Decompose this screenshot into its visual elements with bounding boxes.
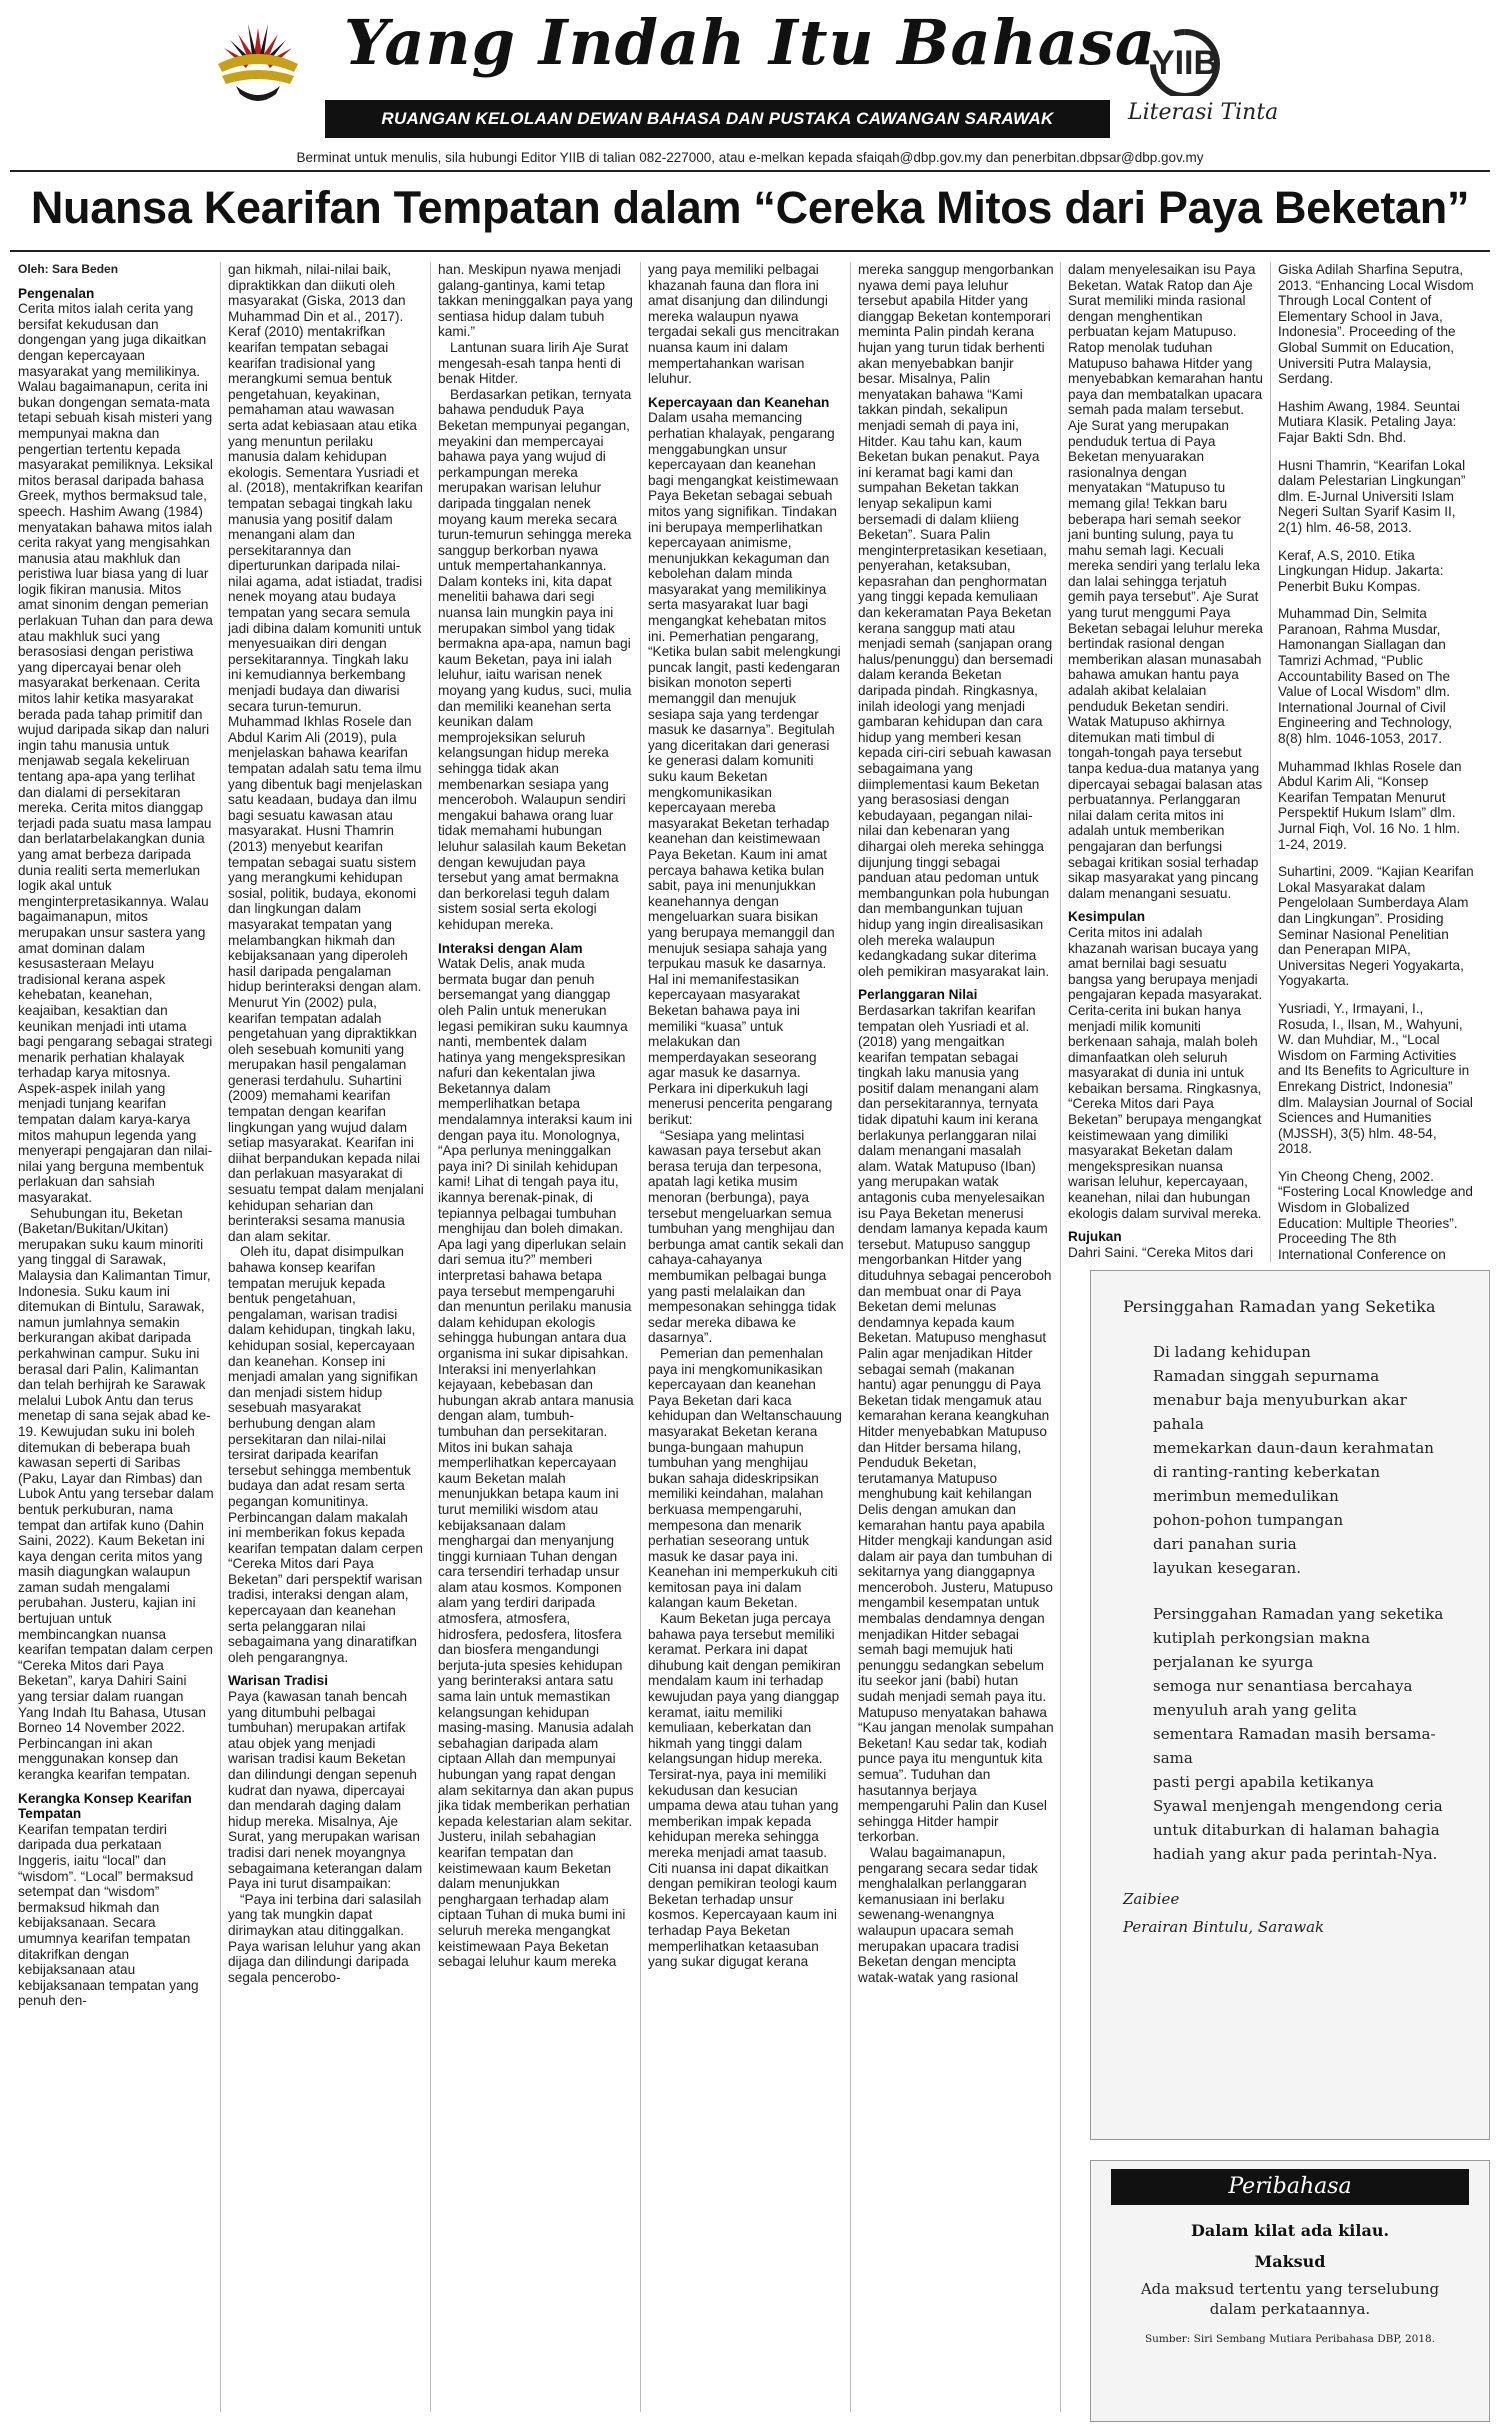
- poem-line: merimbun memedulikan: [1153, 1487, 1339, 1505]
- poem-line: semoga nur senantiasa bercahaya: [1153, 1677, 1413, 1695]
- poem-place: Perairan Bintulu, Sarawak: [1123, 1918, 1325, 1936]
- section-heading: Warisan Tradisi: [228, 1673, 328, 1689]
- yiib-tagline: Literasi Tinta: [1128, 100, 1279, 125]
- poem-title: Persinggahan Ramadan yang Seketika: [1123, 1297, 1436, 1316]
- article-paragraph: Berdasarkan takrifan kearifan tempatan oleh Yusriadi et al. (2018) yang mengaitkan kearifan tempatan sebagai tingkah laku manusia yang positif dalam menangani alam dan persekitarannya, ternyata tidak dipatuhi kaum ini kerana berlakunya perlanggaran nilai dalam menangani masalah alam. Watak Matupuso (Iban) yang merupakan watak antagonis cuba menyelesaikan isu Paya Beketan menerusi dendam lamanya kepada kaum tersebut. Matupuso sanggup mengorbankan Hitder yang dituduhnya sebagai penceroboh dan membuat onar di Paya Beketan demi melunas dendamnya kepada kaum Beketan. Matupuso menghasut Palin agar menjadikan Hitder sebagai semah (makanan hantu) agar penunggu di Paya Beketan tidak mengamuk atau kemarahan kerana keangkuhan Hitder menyebabkan Matupuso dan Hitder bersama hilang, Penduduk Beketan, terutamanya Matupuso menghubung kait kehilangan Delis dengan amukan dan kemarahan hantu paya apabila Hitder mengkaji kandungan asid dalam air paya dan tumbuhan di sekitarnya yang dianggapnya menceroboh. Justeru, Matupuso mengambil kesempatan untuk membalas dendamnya dengan menjadikan Hitder sebagai semah bagi memujuk hati penunggu sedangkan sebelum itu seekor jani (babi) hutan sudah menjadi semah paya itu. Matupuso menyatakan bahawa “Kau jangan menolak sumpahan Beketan! Kau sedar tak, kodiah punce paya itu menguntuk kita semua”. Tuduhan dan hasutannya berjaya mempengaruhi Palin dan Kusel sehingga Hitder hampir terkorban.: [858, 1002, 1054, 1845]
- column-divider: [1060, 262, 1061, 2412]
- poem-line: untuk ditaburkan di halaman bahagia: [1153, 1821, 1440, 1839]
- yiib-logo-text: YIIB: [1151, 44, 1219, 82]
- section-heading: Kerangka Konsep Kearifan Tempatan: [18, 1790, 192, 1822]
- poem-line: Persinggahan Ramadan yang seketika: [1153, 1605, 1444, 1623]
- article-column-5: [858, 262, 1054, 2422]
- yiib-logo-icon: [1125, 26, 1245, 96]
- masthead-subtitle-bar: RUANGAN KELOLAAN DEWAN BAHASA DAN PUSTAKA CAWANGAN SARAWAK: [325, 100, 1110, 138]
- header-rule: [10, 170, 1490, 172]
- article-column-3: [438, 262, 634, 2422]
- article-headline: Nuansa Kearifan Tempatan dalam “Cereka Mitos dari Paya Beketan”: [30, 182, 1470, 233]
- peribahasa-saying: Dalam kilat ada kilau.: [1190, 2221, 1390, 2240]
- article-paragraph: han. Meskipun nyawa menjadi galang-gantinya, kami tetap takkan meninggalkan paya yang sentiasa hidup dalam tubuh kami.”: [438, 262, 633, 340]
- poem-line: dari panahan suria: [1153, 1535, 1297, 1553]
- poem-author: Zaibiee: [1123, 1890, 1180, 1908]
- poem-line: sementara Ramadan masih bersama-sama: [1153, 1725, 1436, 1767]
- article-paragraph: Cerita mitos ialah cerita yang bersifat kekudusan dan dongengan yang juga dikaitkan dengan kepercayaan masyarakat yang memilikinya. Walau bagaimanapun, cerita ini bukan dongengan semata-mata tetapi sebuah kisah misteri yang mempunyai makna dan pengertian tertentu kepada masyarakat pemiliknya. Leksikal mitos berasal daripada bahasa Greek, mythos bermaksud tale, speech. Hashim Awang (1984) menyatakan bahawa mitos ialah cerita rakyat yang mengisahkan manusia atau makhluk dan peristiwa luar biasa yang di luar logik fikiran manusia. Mitos amat sinonim dengan pemerian perlakuan Tuhan dan para dewa atau makhluk suci yang berasosiasi dengan peristiwa yang dipercayai benar oleh masyarakat berkenaan. Cerita mitos lahir ketika masyarakat berada pada tahap primitif dan wujud daripada sikap dan naluri ingin tahu manusia untuk menjawab segala kekeliruan tentang apa-apa yang terlihat dan dialami di persekitaran mereka. Cerita mitos dianggap terjadi pada suatu masa lampau dan berlatarbelakangkan dunia yang amat berbeza daripada dunia realiti serta memerlukan logik akal untuk menginterpretasikannya. Walau bagaimanapun, mitos merupakan unsur sastera yang amat dominan dalam kesusasteraan Melayu tradisional kerana aspek kehebatan, keanehan, keajaiban, kesaktian dan keunikan menjadi inti utama bagi pengarang sebagai strategi menarik perhatian khalayak terhadap karya mitosnya. Aspek-aspek inilah yang menjadi tunjang kearifan tempatan dalam karya-karya mitos mahupun legenda yang menyerapi pengajaran dan nilai-nilai yang berguna membentuk perlakuan dan sahsiah masyarakat.: [18, 301, 213, 1206]
- headline-rule: [10, 250, 1490, 252]
- reference-entry: Muhammad Din, Selmita Paranoan, Rahma Musdar, Hamonangan Siallagan dan Tamrizi Achmad, “Public Accountability Based on The Value of Local Wisdom” dlm. International Journal of Civil Engineering and Technology, 8(8) hlm. 1046-1053, 2017.: [1278, 606, 1453, 747]
- article-column-4: [648, 262, 844, 2422]
- dbp-emblem-icon: [208, 14, 308, 114]
- poem-line: perjalanan ke syurga: [1153, 1653, 1314, 1671]
- poem-line: Ramadan singgah sepurnama: [1153, 1367, 1380, 1385]
- poem-stanza-2: [1123, 1602, 1457, 1866]
- poem-line: menyuluh arah yang gelita: [1153, 1701, 1357, 1719]
- poem-line: kutiplah perkongsian makna: [1153, 1629, 1371, 1647]
- masthead-title: Yang Indah Itu Bahasa: [343, 6, 1157, 79]
- article-paragraph: Watak Delis, anak muda bermata bugar dan penuh bersemangat yang dianggap oleh Palin untuk menerukan legasi pemikiran suku kaumnya nanti, membentek dalam hatinya yang mengekspresikan nafuri dan kekentalan jiwa Beketannya dalam memperlihatkan betapa mendalamnya interaksi kaum ini dengan paya itu. Monolognya, “Apa perlunya meninggalkan paya ini? Di sinilah kehidupan kami! Lihat di tengah paya itu, ikannya berenak-pinak, di tepiannya pelbagai tumbuhan menghijau dan boleh dimakan. Apa lagi yang diperlukan selain dari semua itu?” memberi interpretasi bahawa betapa paya tersebut mempengaruhi dan menuntun perilaku manusia dalam kehidupan ekologis sehingga hubungan antara dua organisma ini sukar dipisahkan. Interaksi ini menyerlahkan kejayaan, kebebasan dan hubungan akrab antara manusia dengan alam, tumbuh-tumbuhan dan persekitaran. Mitos ini bukan sahaja memperlihatkan kepercayaan kaum Beketan malah menunjukkan betapa kaum ini turut memiliki wisdom atau kebijaksanaan dalam menghargai dan menyanjung tinggi kurniaan Tuhan dengan cara tersendiri terhadap unsur alam atau kosmos. Komponen alam yang terdiri daripada atmosfera, atmosfera, hidrosfera, pedosfera, litosfera dan biosfera mengandungi berjuta-juta spesies kehidupan yang berinteraksi antara satu sama lain untuk memastikan kelangsungan kehidupan masing-masing. Manusia adalah sebahagian daripada alam ciptaan Allah dan mempunyai hubungan yang rapat dengan alam sekitarnya dan akan pupus jika tidak memberikan perhatian kepada kelestarian alam sekitar. Justeru, inilah sebahagian kearifan tempatan dan keistimewaan kaum Beketan dalam menunjukkan penghargaan terhadap alam ciptaan Tuhan di muka bumi ini seluruh mereka mengangkat keistimewaan Paya Beketan sebagai leluhur kaum mereka: [438, 956, 634, 1970]
- article-paragraph: mereka sanggup mengorbankan nyawa demi paya leluhur tersebut apabila Hitder yang dianggap Beketan kontemporari meminta Palin pindah kerana hujan yang turun tidak berhenti akan menyebabkan banjir besar. Misalnya, Palin menyatakan bahawa “Kami takkan pindah, sekalipun menjadi semah di paya ini, Hitder. Kau tahu kan, kaum Beketan bukan penakut. Paya ini keramat bagi kami dan sumpahan Beketan takkan lenyap sekalipun kami bersemadi di dalam kliieng Beketan”. Suara Palin menginterpretasikan kesetiaan, penyerahan, ketaksuban, kepasrahan dan penghormatan yang tinggi kepada kemuliaan dan kekeramatan Paya Beketan kerana sanggup mati atau menjadi semah (sanjapan orang halus/penunggu) dan bersemadi dalam keranda Beketan daripada pindah. Ringkasnya, inilah ideologi yang menjadi gambaran kehidupan dan cara hidup yang memberi kesan kepada ciri-ciri sebuah kawasan sebagaimana yang diimplementasi kaum Beketan yang berasosiasi dengan kebudayaan, pegangan nilai-nilai dan kebenaran yang dihargai oleh mereka sehingga dijunjung tinggi sebagai panduan atau pedoman untuk membangunkan pola hubungan dan membangunkan tujuan hidup yang ingin direalisasikan oleh mereka walaupun kedangkadang sukar diterima oleh pemikiran masyarakat lain.: [858, 262, 1054, 979]
- poem-line: menabur baja menyuburkan akar pahala: [1153, 1391, 1407, 1433]
- section-heading: Kepercayaan dan Keanehan: [648, 394, 830, 410]
- article-paragraph: gan hikmah, nilai-nilai baik, dipraktikkan dan diikuti oleh masyarakat (Giska, 2013 dan Muhammad Din et al., 2017). Keraf (2010) mentakrifkan kearifan tempatan sebagai kearifan tradisional yang merangkumi semua bentuk pengetahuan, keyakinan, pemahaman atau wawasan serta adat kebiasaan atau etika yang menuntun perilaku manusia dalam kehidupan ekologis. Sementara Yusriadi et al. (2018), mentakrifkan kearifan tempatan sebagai tingkah laku manusia yang positif dalam menangani alam dan persekitarannya dan diperturunkan daripada nilai-nilai agama, adat istiadat, tradisi nenek moyang atau budaya tempatan yang secara semula jadi dibina dalam komuniti untuk menyesuaikan diri dengan persekitarannya. Tingkah laku ini kemudiannya berkembang menjadi budaya dan diwarisi secara turun-temurun. Muhammad Ikhlas Rosele dan Abdul Karim Ali (2019), pula menjelaskan bahawa kearifan tempatan adalah satu tema ilmu yang dibentuk bagi menjelaskan satu keadaan, budaya dan ilmu bagi sesuatu kawasan atau masyarakat. Husni Thamrin (2013) menyebut kearifan tempatan sebagai suatu sistem yang merangkumi kehidupan sosial, politik, budaya, ekonomi dan lingkungan dalam masyarakat tempatan yang melambangkan hikmah dan kebijaksanaan yang diperoleh hasil daripada pengalaman hidup berinteraksi dengan alam. Menurut Yin (2002) pula, kearifan tempatan adalah pengetahuan yang dipraktikkan oleh sesebuah komuniti yang merupakan hasil pengalaman generasi terdahulu. Suhartini (2009) memahami kearifan tempatan dengan kearifan lingkungan yang wujud dalam setiap masyarakat. Kearifan ini diihat berpandukan kepada nilai dan perlakuan masyarakat di sesuatu tempat dalam menjalani kehidupan seharian dan berinteraksi sesama manusia dan alam sekitar.: [228, 262, 424, 1244]
- section-heading: Rujukan: [1068, 1229, 1122, 1245]
- column-divider: [220, 262, 221, 2412]
- reference-entry: Muhammad Ikhlas Rosele dan Abdul Karim Ali, “Konsep Kearifan Tempatan Menurut Perspektif Hukum Islam” dlm. Jurnal Fiqh, Vol. 16 No. 1 hlm. 1-24, 2019.: [1278, 758, 1462, 852]
- reference-entry: Keraf, A.S, 2010. Etika Lingkungan Hidup. Jakarta: Penerbit Buku Kompas.: [1278, 547, 1444, 594]
- article-paragraph: Kearifan tempatan terdiri daripada dua perkataan Inggeris, iaitu “local” dan “wisdom”. “Local” bermaksud setempat dan “wisdom” bermaksud hikmah dan kebijaksanaan. Secara umumnya kearifan tempatan ditakrifkan dengan kebijaksanaan atau kebijaksanaan tempatan yang penuh den-: [18, 1821, 199, 2009]
- article-paragraph: Cerita mitos ini adalah khazanah warisan bucaya yang amat bernilai bagi sesuatu bangsa yang berupaya menjadi pengajaran kepada masyarakat. Cerita-cerita ini bukan hanya menjadi milik komuniti berkenaan sahaja, malah boleh dimanfaatkan oleh seluruh masyarakat di dunia ini untuk kebaikan bersama. Ringkasnya, “Cereka Mitos dari Paya Beketan” berupaya mengangkat keistimewaan yang dimiliki masyarakat Beketan dalam mengekspresikan nuansa warisan leluhur, kepercayaan, keanehan, nilai dan hubungan ekologis dalam survival mereka.: [1068, 924, 1263, 1221]
- reference-entry: Hashim Awang, 1984. Seuntai Mutiara Klasik. Petaling Jaya: Fajar Bakti Sdn. Bhd.: [1278, 398, 1460, 445]
- article-paragraph: “Sesiapa yang melintasi kawasan paya tersebut akan berasa teruja dan terpesona, apatah lagi ketika musim menoran (berbunga), paya tersebut mengeluarkan semua tumbuhan yang menghijau dan berbunga amat cantik sekali dan cahaya-cahayanya membumikan pelbagai bunga yang pasti melalaikan dan mempesonakan sehingga tidak sedar mereka dibawa ke dasarnya”.: [648, 1127, 844, 1346]
- article-paragraph: Paya (kawasan tanah bencah yang ditumbuhi pelbagai tumbuhan) merupakan artifak atau objek yang menjadi warisan tradisi kaum Beketan dan dilindungi dengan sepenuh kudrat dan nyawa, dipercayai dan mendarah daging dalam hidup mereka. Misalnya, Aje Surat, yang merupakan warisan tradisi dari nenek moyangnya sebagaimana keterangan dalam Paya ini turut disampaikan:: [228, 1689, 423, 1892]
- article-paragraph: Walau bagaimanapun, pengarang secara sedar tidak menghalalkan perlanggaran kemanusiaan ini berlaku sewenang-wenangnya walaupun upacara semah merupakan upacara tradisi Beketan dengan mencipta watak-watak yang rasional: [858, 1844, 1038, 1985]
- article-column-1: [18, 262, 214, 2422]
- peribahasa-heading: Peribahasa: [1111, 2169, 1469, 2205]
- reference-entry: Yusriadi, Y., Irmayani, I., Rosuda, I., Ilsan, M., Wahyuni, W. dan Muhdiar, M., “Local Wisdom on Farming Activities and Its Benefits to Agriculture in Enrekang District, Indonesia” dlm. Malaysian Journal of Social Sciences and Humanities (MJSSH), 3(5) hlm. 48-54, 2018.: [1278, 1000, 1473, 1157]
- masthead: [0, 0, 1500, 150]
- poem-line: layukan kesegaran.: [1153, 1559, 1301, 1577]
- reference-entry: Giska Adilah Sharfina Seputra, 2013. “Enhancing Local Wisdom Through Local Content of Elementary School in Java, Indonesia”. Proceeding of the Global Summit on Education, Universiti Putra Malaysia, Serdang.: [1278, 262, 1474, 387]
- article-byline: Oleh: Sara Beden: [18, 262, 119, 276]
- article-column-2: [228, 262, 424, 2422]
- poem-line: memekarkan daun-daun kerahmatan: [1153, 1439, 1434, 1457]
- section-heading: Perlanggaran Nilai: [858, 987, 978, 1003]
- article-paragraph: Oleh itu, dapat disimpulkan bahawa konsep kearifan tempatan merujuk kepada bentuk pengetahuan, pengalaman, warisan tradisi dalam kehidupan, tingkah laku, kehidupan sosial, kepercayaan dan keanehan. Konsep ini menjadi amalan yang signifikan dan menjadi sistem hidup sesebuah masyarakat berhubung dengan alam persekitaran dan nilai-nilai tersirat daripada kearifan tersebut sehingga membentuk budaya dan adat resam serta pegangan komunitinya. Perbincangan dalam makalah ini memberikan fokus kepada kearifan tempatan dalam cerpen “Cereka Mitos dari Paya Beketan” dari perspektif warisan tradisi, interaksi dengan alam, kepercayaan dan keanehan serta pelanggaran nilai sebagaimana yang dinaratifkan oleh pengarangnya.: [228, 1244, 423, 1665]
- article-paragraph: Dalam usaha memancing perhatian khalayak, pengarang menggabungkan unsur kepercayaan dan keanehan bagi mengangkat keistimewaan Paya Beketan sebagai sebuah mitos yang signifikan. Tindakan ini berupaya memperlihatkan kepercayaan animisme, menunjukkan kekaguman dan kebolehan dalam minda masyarakat yang memilikinya serta masyarakat luar bagi mengangkat kehebatan mitos ini. Pemerhatian pengarang, “Ketika bulan sabit melengkungi puncak langit, pasti kedengaran bisikan monoton seperti memanggil dan menujuk sesiapa saja yang terdengar masuk ke dasarnya”. Begitulah yang diceritakan dari generasi ke generasi dalam komuniti suku kaum Beketan mengkomunikasikan kepercayaan mereba masyarakat Beketan terhadap keanehan dan keistimewaan Paya Beketan. Kaum ini amat percaya bahawa ketika bulan sabit, paya ini menunjukkan keanehannya dengan mengeluarkan suara bisikan yang berupaya memanggil dan menujuk sesiapa sahaja yang terpukau masuk ke dasarnya. Hal ini memanifestasikan kepercayaan masyarakat Beketan bahawa paya ini memiliki “kuasa” untuk melakukan dan memperdayakan seseorang agar masuk ke dasarnya. Perkara ini diperkukuh lagi menerusi pencerita pengarang berikut:: [648, 410, 841, 1128]
- section-heading: Kesimpulan: [1068, 909, 1146, 925]
- poem-box: [1090, 1270, 1490, 2140]
- poem-line: Syawal menjengah mengendong ceria: [1153, 1797, 1443, 1815]
- peribahasa-box: [1090, 2160, 1490, 2422]
- peribahasa-maksud-label: Maksud: [1254, 2252, 1326, 2271]
- contact-line: Berminat untuk menulis, sila hubungi Editor YIIB di talian 082-227000, atau e-melkan kepada sfaiqah@dbp.gov.my dan penerbitan.dbpsar@dbp.gov.my: [296, 150, 1204, 165]
- poem-line: di ranting-ranting keberkatan: [1153, 1463, 1381, 1481]
- column-divider: [1270, 262, 1271, 1262]
- article-paragraph: Kaum Beketan juga percaya bahawa paya tersebut memiliki keramat. Perkara ini dapat dihubung kait dengan pemikiran mendalam kaum ini terhadap kewujudan paya yang dianggap keramat, iaitu memiliki kemuliaan, keberkatan dan hikmah yang tinggi dalam kelangsungan hidup mereka. Tersirat-nya, paya ini memiliki kekudusan dan kesucian umpama dewa atau tuhan yang memberikan impak kepada kehidupan mereka sehingga mereka menjadi amat taasub. Citi nuansa ini dapat dikaitkan dengan pemikiran teologi kaum Beketan terhadap unsur kosmos. Kepercayaan kaum ini terhadap Paya Beketan memperlihatkan ketaasuban yang sukar digugat kerana: [648, 1611, 841, 1970]
- poem-line: pohon-pohon tumpangan: [1153, 1511, 1344, 1529]
- article-paragraph: dalam menyelesaikan isu Paya Beketan. Watak Ratop dan Aje Surat memiliki minda rasional dengan menghentikan perbuatan kejam Matupuso. Ratop menolak tuduhan Matupuso bahawa Hitder yang menyebabkan kemarahan hantu paya dan membatalkan upacara semah pada malam tersebut. Aje Surat yang merupakan penduduk tertua di Paya Beketan menyuarakan rasionalnya dengan menyatakan “Matupuso tu memang gila! Tekkan baru beberapa hari semah seekor jani bunting sulung, paya tu mahu semah lagi. Kecuali mereka sendiri yang terlalu leka dan lalai sehingga terjatuh gemih paya tersebut”. Aje Surat yang turut menggumi Paya Beketan sebagai leluhur mereka bertindak rasional dengan memberikan alasan munasabah bahawa amukan hantu paya adalah akibat kelalaian penduduk Beketan sendiri. Watak Matupuso akhirnya ditemukan mati timbul di tongah-tongah paya tersebut tanpa kedua-dua matanya yang dipercayai sebagai balasan atas perbuatannya. Perlanggaran nilai dalam cerita mitos ini adalah untuk memberikan pengajaran dan berfungsi sebagai kritikan sosial terhadap sikap masyarakat yang pincang dalam menangani sesuatu.: [1068, 262, 1263, 901]
- poem-stanza-1: [1123, 1340, 1457, 1580]
- peribahasa-meaning: Ada maksud tertentu yang terselubung dalam perkataannya.: [1140, 2280, 1440, 2318]
- article-paragraph: “Paya ini terbina dari salasilah yang tak mungkin dapat dirimaykan atau ditinggalkan. Paya warisan leluhur yang akan dijaga dan dilindungi daripada segala pencerobo-: [228, 1891, 422, 1985]
- article-paragraph: Pemerian dan pemenhalan paya ini mengkomunikasikan kepercayaan dan keanehan Paya Beketan dari kaca kehidupan dan Weltanschauung masyarakat Beketan kerana bunga-bungaan mahupun tumbuhan yang menghijau bukan sahaja dideskripsikan memiliki keindahan, malahan berkuasa mempengaruhi, mempesona dan menarik perhatian seseorang untuk masuk ke dasar paya ini. Keanehan ini memperkukuh citi kemitosan paya ini dalam kalangan kaum Beketan.: [648, 1345, 842, 1611]
- column-divider: [640, 262, 641, 2412]
- article-paragraph: Lantunan suara lirih Aje Surat mengesah-esah tanpa henti di benak Hitder.: [438, 339, 629, 387]
- column-divider: [850, 262, 851, 2412]
- poem-line: hadiah yang akur pada perintah-Nya.: [1153, 1845, 1438, 1863]
- reference-entry: Husni Thamrin, “Kearifan Lokal dalam Pelestarian Lingkungan” dlm. E-Jurnal Universiti Islam Negeri Sultan Syarif Kasim II, 2(1) hlm. 46-58, 2013.: [1278, 457, 1466, 535]
- article-paragraph: Berdasarkan petikan, ternyata bahawa penduduk Paya Beketan mempunyai pegangan, meyakini dan mempercayai bahawa paya yang wujud di perkampungan mereka merupakan warisan leluhur daripada tinggalan nenek moyang kaum mereka secara turun-temurun sehingga mereka sanggup berkorban nyawa untuk mempertahankannya. Dalam konteks ini, kita dapat menelitii bahawa dari segi nuansa lain mungkin paya ini merupakan simbol yang tidak bermakna apa-apa, namun bagi kaum Beketan, paya ini ialah leluhur, iaitu warisan nenek moyang yang kudus, suci, mulia dan memiliki keanehan serta keunikan dalam memprojeksikan seluruh kelangsungan hidup mereka sehingga tidak akan membenarkan sesiapa yang menceroboh. Walaupun sendiri mengakui bahawa orang luar tidak memahami hubungan leluhur salasilah kaum Beketan dengan kewujudan paya tersebut yang amat bermakna dan berkorelasi teguh dalam sistem sosial serta ekologi kehidupan mereka.: [438, 386, 632, 932]
- column-divider: [430, 262, 431, 2412]
- article-paragraph: yang paya memiliki pelbagai khazanah fauna dan flora ini amat disanjung dan dilindungi mereka walaupun nyawa tergadai sekali gus mencitrakan nuansa kaum ini dalam mempertahankan warisan leluhur.: [648, 262, 840, 387]
- poem-line: Di ladang kehidupan: [1153, 1343, 1311, 1361]
- section-heading: Interaksi dengan Alam: [438, 940, 583, 956]
- reference-entry: Suhartini, 2009. “Kajian Kearifan Lokal Masyarakat dalam Pengelolaan Sumberdaya Alam dan Lingkungan”. Prosiding Seminar Nasional Penelitian dan Penerapan MIPA, Universitas Negeri Yogyakarta, Yogyakarta.: [1278, 864, 1474, 989]
- article-column-6: [1068, 262, 1264, 1262]
- article-paragraph: Dahri Saini. “Cereka Mitos dari: [1068, 1244, 1254, 1260]
- article-column-7-references: [1278, 262, 1474, 1262]
- reference-entry: Yin Cheong Cheng, 2002. “Fostering Local Knowledge and Wisdom in Globalized Education: Multiple Theories”. Proceeding The 8th International Conference on: [1278, 1168, 1473, 1262]
- peribahasa-source: Sumber: Siri Sembang Mutiara Peribahasa DBP, 2018.: [1144, 2333, 1436, 2345]
- section-heading: Pengenalan: [18, 285, 95, 301]
- poem-line: pasti pergi apabila ketikanya: [1153, 1773, 1374, 1791]
- article-paragraph: Sehubungan itu, Beketan (Baketan/Bukitan/Ukitan) merupakan suku kaum minoriti yang tinggal di Sarawak, Malaysia dan Kalimantan Timur, Indonesia. Suku kaum ini ditemukan di Bintulu, Sarawak, namun jumlahnya semakin berkurangan akibat daripada perkahwinan campur. Suku ini berasal dari Palin, Kalimantan dan telah berhijrah ke Sarawak melalui Lubok Antu dan terus menetap di sana sejak abad ke-19. Kewujudan suku ini boleh ditemukan di beberapa buah kawasan seperti di Saribas (Paku, Layar dan Rimbas) dan Lubok Antu yang tersebar dalam bentuk perkuburan, nama tempat dan artifak kuno (Dahin Saini, 2022). Kaum Beketan ini kaya dengan cerita mitos yang masih diagungkan walaupun zaman sudah mengalami perubahan. Justeru, kajian ini bertujuan untuk membincangkan nuansa kearifan tempatan dalam cerpen “Cereka Mitos dari Paya Beketan”, karya Dahiri Saini yang tersiar dalam ruangan Yang Indah Itu Bahasa, Utusan Borneo 14 November 2022. Perbincangan ini akan menggunakan konsep dan kerangka kearifan tempatan.: [18, 1205, 214, 1782]
